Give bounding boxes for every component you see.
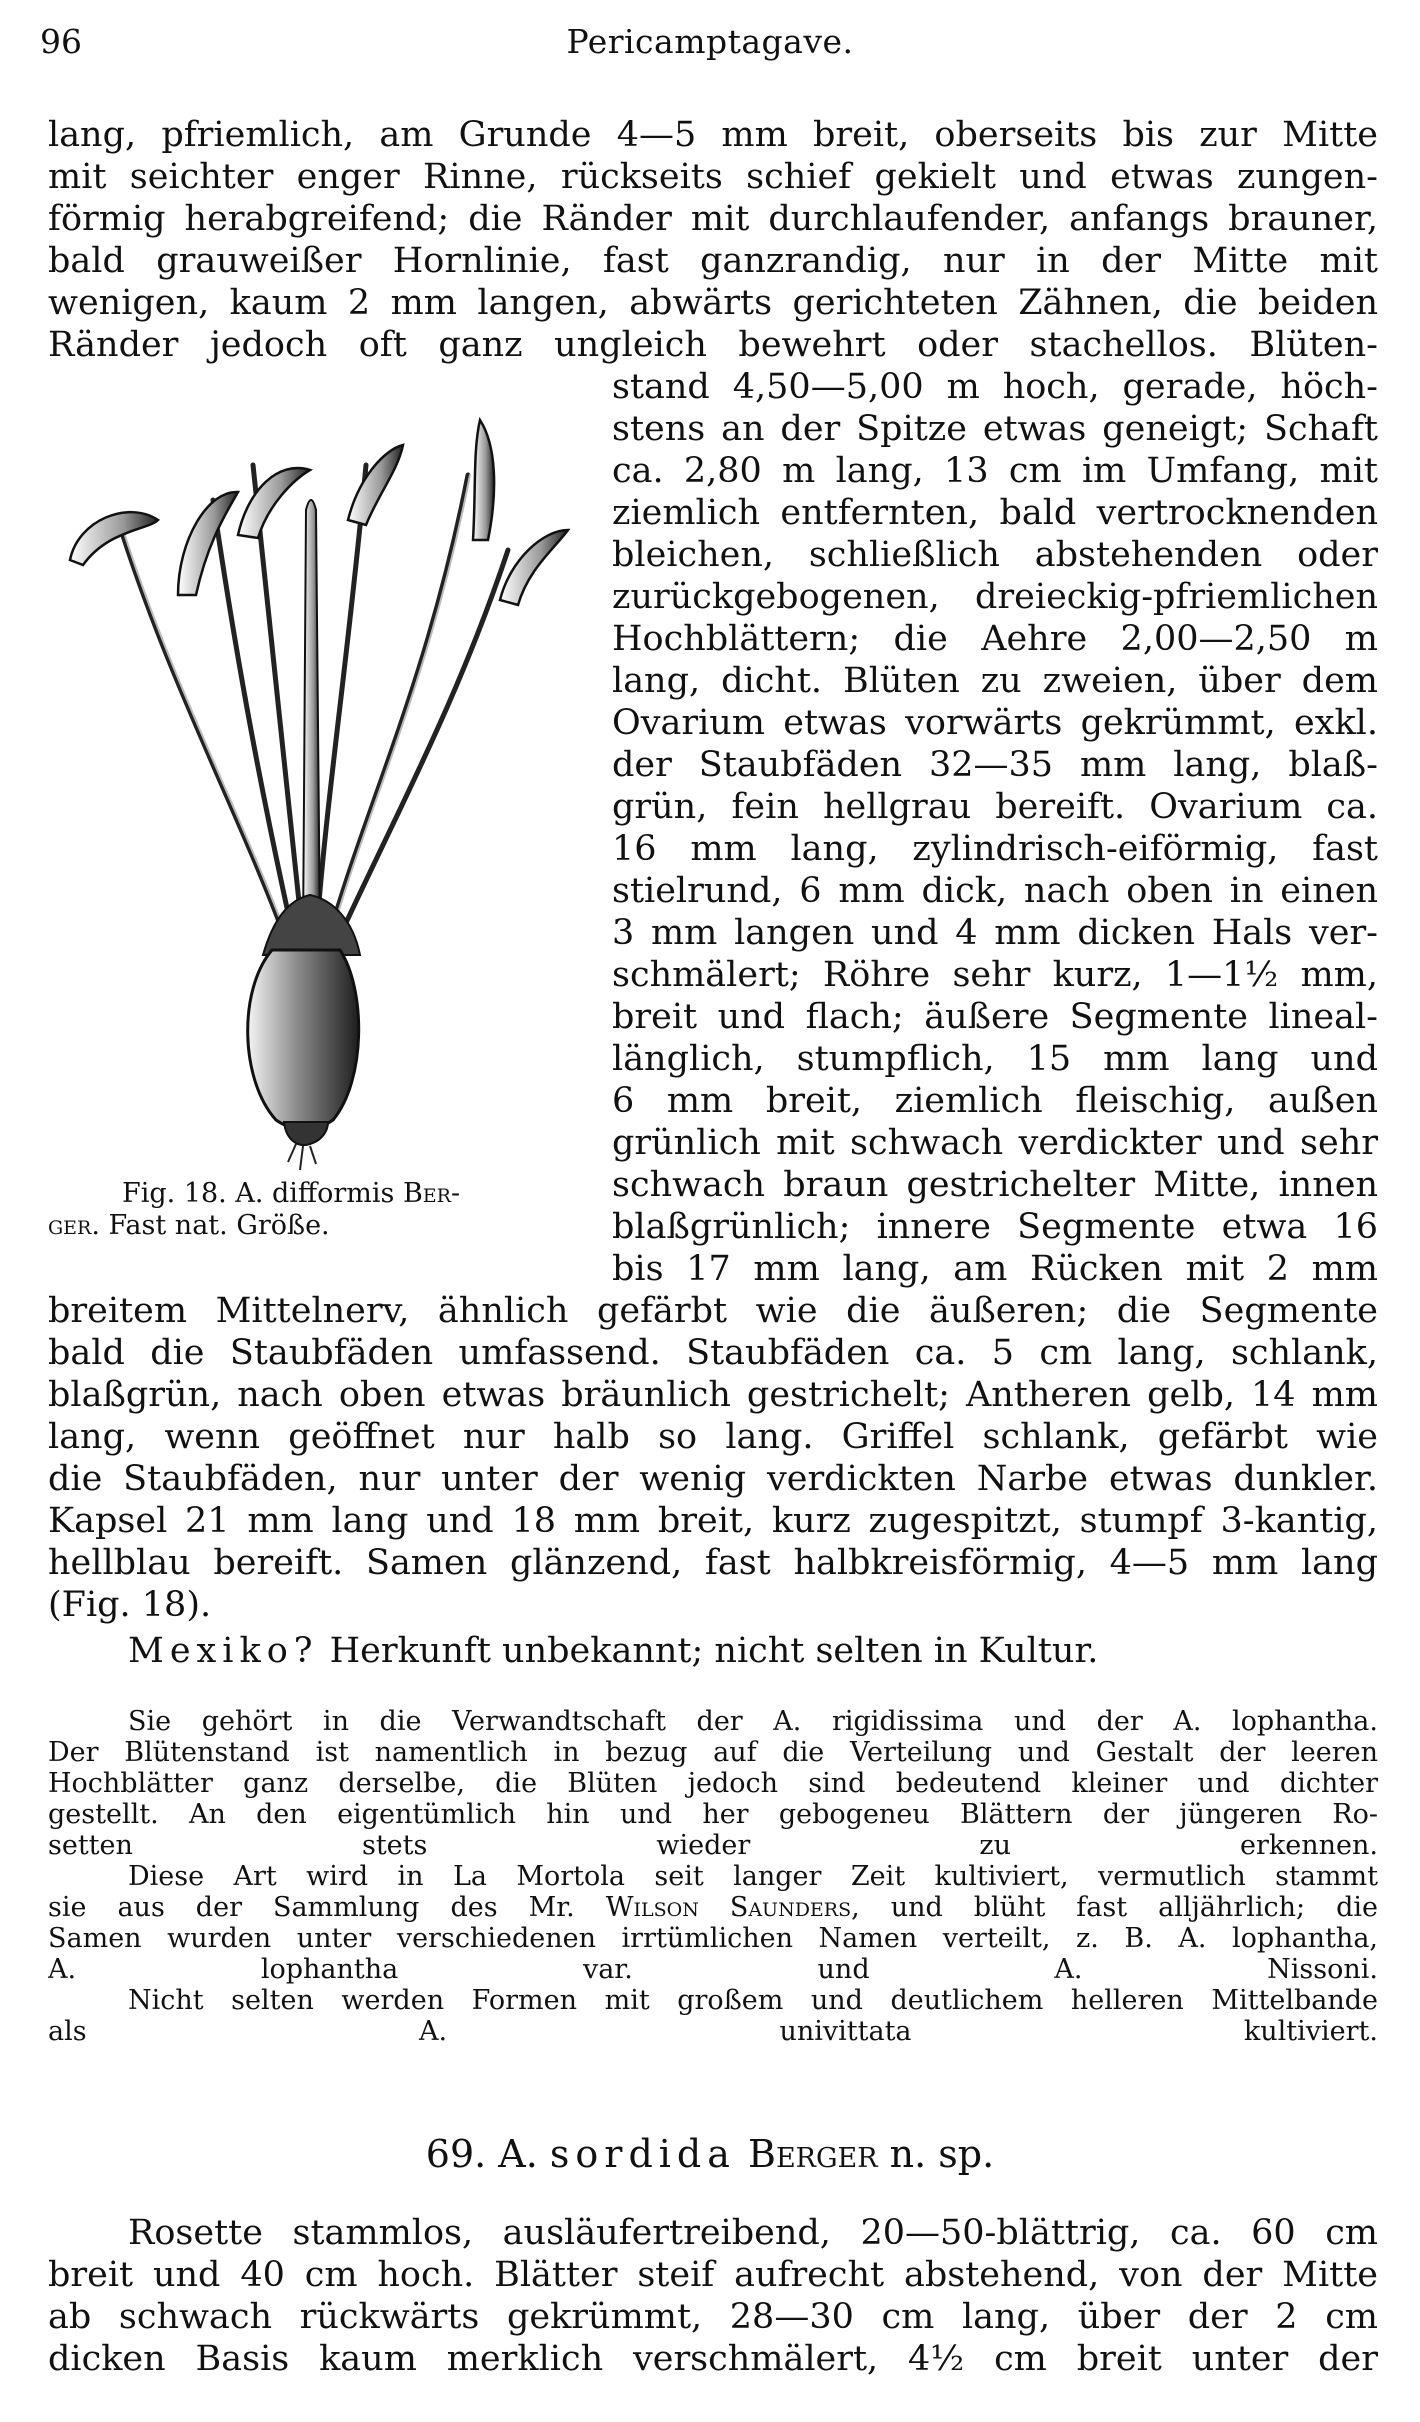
species-name: sordida [549, 2132, 736, 2176]
note-line: gestellt. An den eigentümlich hin und her gebogeneu Blättern der jüngeren Ro- [48, 1799, 1378, 1830]
body-line: ab schwach rückwärts gekrümmt, 28—30 cm lang, über der 2 cm [48, 2297, 1378, 2337]
species-author: Berger [748, 2132, 878, 2176]
body-line: die Staubfäden, nur unter der wenig verdickten Narbe etwas dunkler. [48, 1459, 1378, 1499]
body-line: stielrund, 6 mm dick, nach oben in einen [612, 871, 1378, 911]
body-line: bald grauweißer Hornlinie, fast ganzrandig, nur in der Mitte mit [48, 241, 1378, 281]
section-number: 69. A. [425, 2132, 550, 2176]
body-line: Ränder jedoch oft ganz ungleich bewehrt oder stachellos. Blüten- [48, 325, 1378, 365]
body-line: wenigen, kaum 2 mm langen, abwärts gerichteten Zähnen, die beiden [48, 283, 1378, 323]
body-line: grünlich mit schwach verdickter und sehr [612, 1123, 1378, 1163]
figure-caption-line1 [122, 1178, 662, 1210]
note-line [48, 1892, 1378, 1923]
page-header [40, 22, 1380, 72]
note-line: als A. univittata kultiviert. [48, 2016, 1378, 2047]
section-suffix: n. sp. [877, 2132, 995, 2176]
body-line: mit seichter enger Rinne, rückseits schief gekielt und etwas zungen- [48, 157, 1378, 197]
body-line: 3 mm langen und 4 mm dicken Hals ver- [612, 913, 1378, 953]
body-line: blaßgrünlich; innere Segmente etwa 16 [612, 1207, 1378, 1247]
body-line: Kapsel 21 mm lang und 18 mm breit, kurz zugespitzt, stumpf 3-kantig, [48, 1501, 1378, 1541]
body-line: Hochblättern; die Aehre 2,00—2,50 m [612, 619, 1378, 659]
body-line: lang, wenn geöffnet nur halb so lang. Griffel schlank, gefärbt wie [48, 1417, 1378, 1457]
body-line: bis 17 mm lang, am Rücken mit 2 mm [612, 1249, 1378, 1289]
body-line: 16 mm lang, zylindrisch-eiförmig, fast [612, 829, 1378, 869]
body-line: förmig herabgreifend; die Ränder mit durchlaufender, anfangs brauner, [48, 199, 1378, 239]
body-line: blaßgrün, nach oben etwas bräunlich gestrichelt; Antheren gelb, 14 mm [48, 1375, 1378, 1415]
note-line: Samen wurden unter verschiedenen irrtümlichen Namen verteilt, z. B. A. lophantha, [48, 1923, 1378, 1954]
note-line: A. lophantha var. und A. Nissoni. [48, 1954, 1378, 1985]
body-line: ziemlich entfernten, bald vertrocknenden [612, 493, 1378, 533]
body-line: grün, fein hellgrau bereift. Ovarium ca. [612, 787, 1378, 827]
origin-text: Herkunft unbekannt; nicht selten in Kultur. [318, 1631, 1099, 1671]
body-line: breitem Mittelnerv, ähnlich gefärbt wie die äußeren; die Segmente [48, 1291, 1378, 1331]
running-title: Pericamptagave. [566, 22, 854, 61]
flower-illustration [48, 380, 588, 1180]
body-line: länglich, stumpflich, 15 mm lang und [612, 1039, 1378, 1079]
origin-line [128, 1630, 1378, 1672]
body-line: 6 mm breit, ziemlich fleischig, außen [612, 1081, 1378, 1121]
figure-caption-line2 [48, 1210, 588, 1242]
caption-author: Ber- [402, 1178, 461, 1209]
body-line: breit und 40 cm hoch. Blätter steif aufrecht abstehend, von der Mitte [48, 2255, 1378, 2295]
note-line: Hochblätter ganz derselbe, die Blüten jedoch sind bedeutend kleiner und dichter [48, 1768, 1378, 1799]
note-line: setten stets wieder zu erkennen. [48, 1830, 1378, 1861]
note-line: Der Blütenstand ist namentlich in bezug auf die Verteilung und Gestalt der leeren [48, 1737, 1378, 1768]
body-line: stand 4,50—5,00 m hoch, gerade, höch- [612, 367, 1378, 407]
body-line: schmälert; Röhre sehr kurz, 1—1½ mm, [612, 955, 1378, 995]
body-line: schwach braun gestrichelter Mitte, innen [612, 1165, 1378, 1205]
note-text: , und blüht fast alljährlich; die [851, 1892, 1378, 1923]
note-line: Nicht selten werden Formen mit großem und deutlichem helleren Mittelbande [128, 1985, 1378, 2016]
body-line: zurückgebogenen, dreieckig-pfriemlichen [612, 577, 1378, 617]
note-text: sie aus der Sammlung des Mr. [48, 1892, 606, 1923]
body-line: breit und flach; äußere Segmente lineal- [612, 997, 1378, 1037]
body-line: bleichen, schließlich abstehenden oder [612, 535, 1378, 575]
body-line: lang, dicht. Blüten zu zweien, über dem [612, 661, 1378, 701]
body-line: (Fig. 18). [48, 1585, 212, 1625]
body-line: Rosette stammlos, ausläufertreibend, 20—50-blättrig, ca. 60 cm [128, 2213, 1378, 2253]
body-line: der Staubfäden 32—35 mm lang, blaß- [612, 745, 1378, 785]
body-line: dicken Basis kaum merklich verschmälert, 4½ cm breit unter der [48, 2339, 1378, 2379]
caption-text: . Fast nat. Größe. [91, 1210, 330, 1241]
note-line: Sie gehört in die Verwandtschaft der A. rigidissima und der A. lophantha. [128, 1706, 1378, 1737]
body-line: lang, pfriemlich, am Grunde 4—5 mm breit, oberseits bis zur Mitte [48, 115, 1378, 155]
body-line: stens an der Spitze etwas geneigt; Schaft [612, 409, 1378, 449]
body-line: ca. 2,80 m lang, 13 cm im Umfang, mit [612, 451, 1378, 491]
section-heading [0, 2132, 1420, 2176]
origin-country: Mexiko? [128, 1631, 319, 1671]
page-number: 96 [40, 22, 82, 61]
caption-author: ger [48, 1210, 92, 1241]
body-line: bald die Staubfäden umfassend. Staubfäden ca. 5 cm lang, schlank, [48, 1333, 1378, 1373]
person-name: Wilson Saunders [605, 1892, 852, 1923]
note-line: Diese Art wird in La Mortola seit langer Zeit kultiviert, vermutlich stammt [128, 1861, 1378, 1892]
caption-text: Fig. 18. A. difformis [122, 1178, 403, 1209]
body-line: hellblau bereift. Samen glänzend, fast halbkreisförmig, 4—5 mm lang [48, 1543, 1378, 1583]
body-line: Ovarium etwas vorwärts gekrümmt, exkl. [612, 703, 1378, 743]
